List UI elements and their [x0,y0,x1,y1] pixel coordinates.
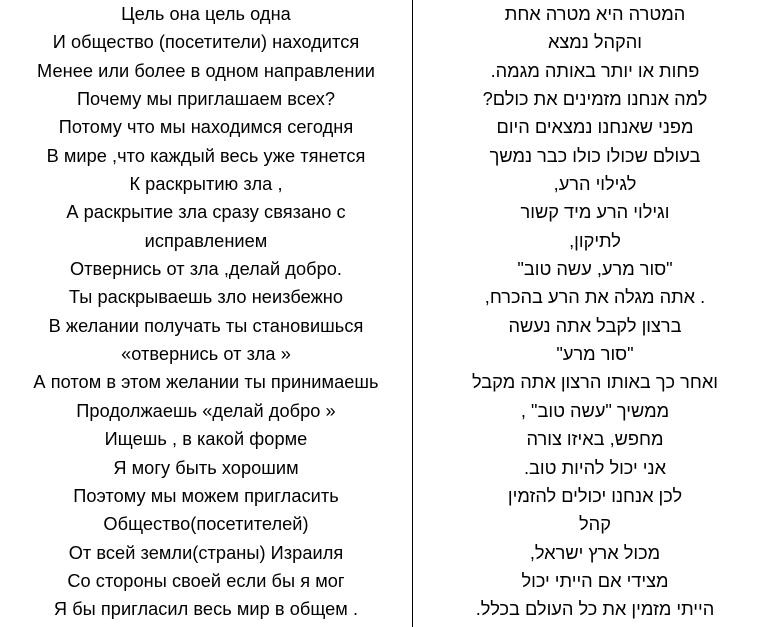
russian-line: В желании получать ты становишься [48,315,364,336]
russian-line: В мире ,что каждый весь уже тянется [46,145,366,166]
russian-line: И общество (посетители) находится [52,32,360,53]
hebrew-line: והקהל נמצא [547,32,643,53]
russian-line: От всей земли(страны) Израиля [68,542,344,563]
hebrew-line: ואחר כך באותו הרצון אתה מקבל [472,372,718,393]
russian-line: Общество(посетителей) [103,514,309,535]
russian-line: Поэтому мы можем пригласить [73,485,339,506]
russian-line: Отвернись от зла ,делай добро. [69,259,343,280]
hebrew-line: אני יכול להיות טוב. [524,457,666,478]
hebrew-line: למה אנחנו מזמינים את כולם? [482,89,708,110]
hebrew-line: ממשיך "עשה טוב" , [520,400,670,421]
russian-line: Почему мы приглашаем всех? [76,89,336,110]
russian-line: Ищешь , в какой форме [104,429,308,450]
russian-line: Я бы пригласил весь мир в общем . [53,599,359,620]
hebrew-line: מפני שאנחנו נמצאים היום [496,117,694,138]
russian-line: А раскрытие зла сразу связано с [66,202,346,223]
russian-line: Менее или более в одном направлении [37,60,375,81]
hebrew-line: לגילוי הרע, [553,174,637,195]
russian-line: Со стороны своей если бы я мог [67,570,345,591]
russian-line: Я могу быть хорошим [113,457,299,478]
hebrew-line: "סור מרע, עשה טוב" [517,259,673,280]
hebrew-line: וגילוי הרע מיד קשור [520,202,670,223]
hebrew-line: לתיקון, [569,230,621,251]
hebrew-line: הייתי מזמין את כל העולם בכלל. [475,599,715,620]
hebrew-line: פחות או יותר באותה מגמה. [490,60,700,81]
hebrew-line: . אתה מגלה את הרע בהכרח, [484,287,706,308]
russian-line: К раскрытию зла , [129,174,283,195]
column-divider [412,0,413,627]
hebrew-line: ברצון לקבל אתה נעשה [508,315,682,336]
hebrew-line: מצידי אם הייתי יכול [521,570,669,591]
russian-line: исправлением [144,230,268,251]
hebrew-line: מכול ארץ ישראל, [529,542,661,563]
hebrew-line: לכן אנחנו יכולים להזמין [507,485,683,506]
russian-line: Продолжаешь «делай добро » [76,400,336,421]
hebrew-line: מחפש, באיזו צורה [526,429,664,450]
russian-line: Потому что мы находимся сегодня [58,117,354,138]
russian-line: «отвернись от зла » [121,344,291,365]
hebrew-line: בעולם שכולו כולו כבר נמשך [489,145,701,166]
hebrew-line: המטרה היא מטרה אחת [504,4,686,24]
hebrew-column [416,0,774,624]
hebrew-line: "סור מרע" [556,344,634,365]
russian-line: А потом в этом желании ты принимаешь [33,372,379,393]
russian-line: Ты раскрываешь зло неизбежно [68,287,344,308]
hebrew-line: קהל [579,514,611,535]
russian-line: Цель она цель одна [121,4,291,24]
